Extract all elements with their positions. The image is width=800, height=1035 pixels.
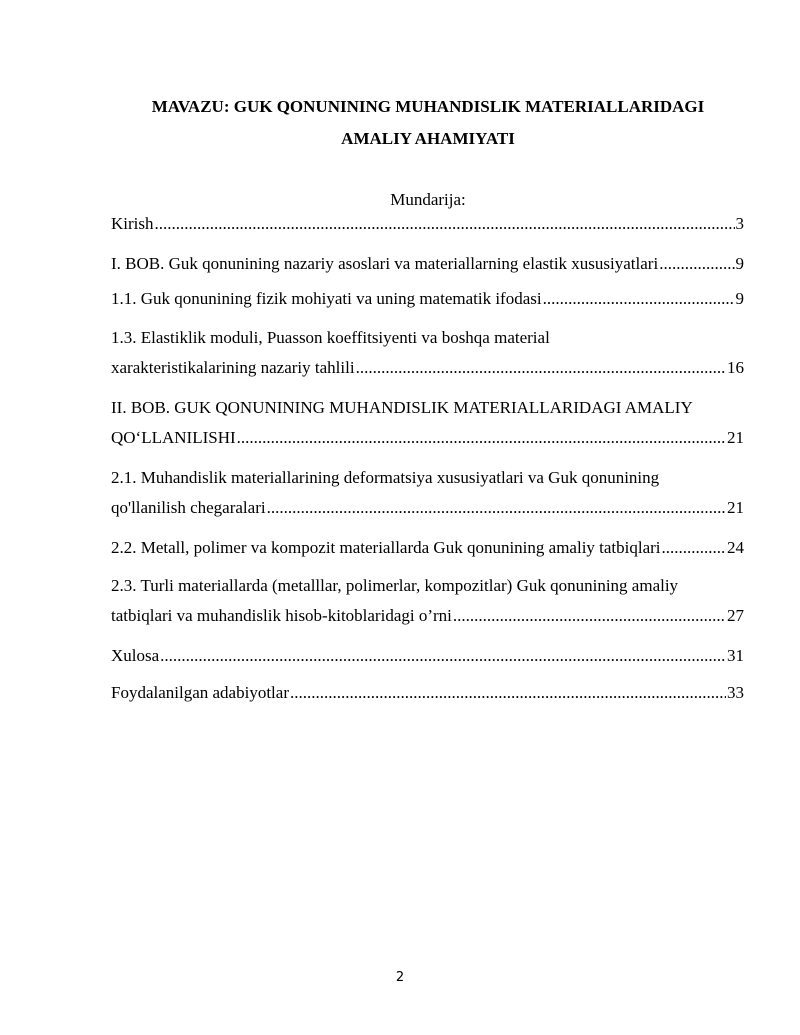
toc-entry-page: 31: [727, 646, 744, 665]
dot-leader: [453, 601, 726, 631]
toc-entry-page: 21: [727, 428, 744, 447]
dot-leader: [290, 678, 726, 708]
toc-entry-text: Xulosa: [111, 646, 160, 665]
toc-entry-text: QO‘LLANILISHI: [111, 428, 236, 447]
title-line-1: MAVAZU: GUK QONUNINING MUHANDISLIK MATERIALLARIDAGI: [151, 97, 705, 116]
dot-leader: [543, 284, 735, 314]
toc-entry-text-line1: 1.3. Elastiklik moduli, Puasson koeffitsiyenti va boshqa material: [111, 328, 550, 347]
toc-entry-section-1-1[interactable]: [111, 284, 744, 314]
toc-entry-text: I. BOB. Guk qonunining nazariy asoslari va materiallarning elastik xususiyatlari: [111, 254, 659, 273]
toc-entry-page: 21: [727, 498, 744, 517]
toc-entry-text: Foydalanilgan adabiyotlar: [111, 683, 289, 702]
toc-entry-bibliography[interactable]: [111, 678, 744, 708]
toc-entry-section-2-3[interactable]: [111, 571, 744, 631]
dot-leader: [662, 533, 726, 563]
document-title: [100, 91, 756, 155]
toc-entry-text-line1: II. BOB. GUK QONUNINING MUHANDISLIK MATERIALLARIDAGI AMALIY: [111, 398, 693, 417]
toc-entry-page: 9: [735, 254, 744, 273]
toc-entry-section-2-1[interactable]: [111, 463, 744, 523]
dot-leader: [160, 641, 726, 671]
dot-leader: [356, 353, 726, 383]
toc-entry-page: 16: [727, 358, 744, 377]
toc-entry-xulosa[interactable]: [111, 641, 744, 671]
toc-entry-page: 3: [735, 214, 744, 233]
toc-entry-text: Kirish: [111, 214, 154, 233]
toc-heading: Mundarija:: [390, 190, 466, 209]
toc-entry-section-1-3[interactable]: [111, 323, 744, 383]
toc-entry-kirish[interactable]: [111, 209, 744, 239]
toc-entry-text: 1.1. Guk qonunining fizik mohiyati va uning matematik ifodasi: [111, 289, 542, 308]
toc-entry-page: 27: [727, 606, 744, 625]
toc-entry-section-2-2[interactable]: [111, 533, 744, 563]
page-number: 2: [395, 970, 405, 985]
toc-entry-page: 33: [727, 683, 744, 702]
toc-entry-chapter-2[interactable]: [111, 393, 744, 453]
toc-entry-text-line1: 2.3. Turli materiallarda (metalllar, polimerlar, kompozitlar) Guk qonunining amaliy: [111, 576, 679, 595]
dot-leader: [267, 493, 726, 523]
toc-entry-text: tatbiqlari va muhandislik hisob-kitoblaridagi o’rni: [111, 606, 452, 625]
toc-entry-chapter-1[interactable]: [111, 249, 744, 279]
toc-entry-text: qo'llanilish chegaralari: [111, 498, 266, 517]
dot-leader: [659, 249, 734, 279]
toc-entry-text: 2.2. Metall, polimer va kompozit materiallarda Guk qonunining amaliy tatbiqlari: [111, 538, 661, 557]
dot-leader: [237, 423, 726, 453]
dot-leader: [155, 209, 735, 239]
toc-entry-text: xarakteristikalarining nazariy tahlili: [111, 358, 355, 377]
toc-entry-page: 9: [735, 289, 744, 308]
title-line-2: AMALIY AHAMIYATI: [341, 129, 515, 148]
toc-entry-page: 24: [727, 538, 744, 557]
toc-entry-text-line1: 2.1. Muhandislik materiallarining deformatsiya xususiyatlari va Guk qonunining: [111, 468, 660, 487]
